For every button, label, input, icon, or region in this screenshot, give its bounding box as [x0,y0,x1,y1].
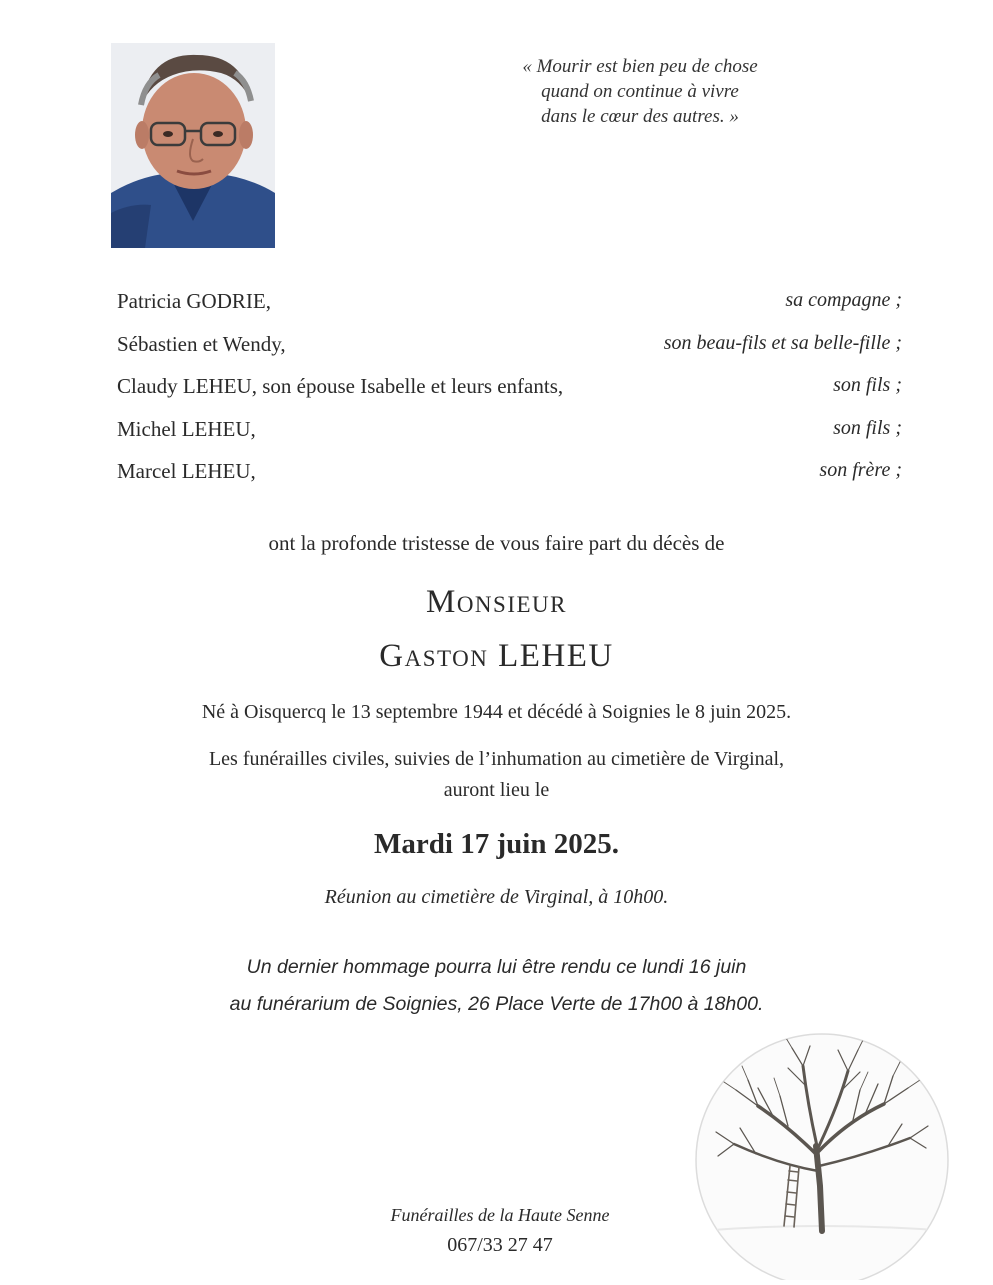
family-member-relation: son beau-fils et sa belle-fille ; [663,331,902,354]
quote [470,54,810,129]
family-member-relation: son fils ; [833,416,902,439]
family-member-name: Sébastien et Wendy, [117,331,286,356]
deceased-last-name: LEHEU [498,638,614,674]
family-member-name: Michel LEHEU, [117,416,256,441]
family-row [117,332,902,375]
family-member-name: Patricia GODRIE, [117,289,271,313]
family-row [117,417,902,460]
family-member-relation: son fils ; [833,374,902,396]
deceased-title: Monsieur [425,584,567,620]
quote-line: « Mourir est bien peu de chose [522,56,758,77]
family-member-relation: sa compagne ; [785,289,902,311]
funeral-home-phone: 067/33 27 47 [447,1234,553,1256]
tribute-info-line: au funérarium de Soignies, 26 Place Verte de 17h00 à 18h00. [229,993,764,1015]
funeral-home-name: Funérailles de la Haute Senne [390,1205,610,1225]
funeral-date: Mardi 17 juin 2025. [374,828,619,860]
birth-death-info: Né à Oisquercq le 13 septembre 1944 et décédé à Soignies le 8 juin 2025. [201,701,792,723]
family-member-name: Marcel LEHEU, [117,459,256,483]
family-row [117,459,902,502]
deceased-first-name: Gaston [379,638,489,674]
family-row [117,374,902,417]
tree-illustration [688,1026,952,1280]
family-row [117,289,902,332]
family-list [117,289,902,502]
family-member-relation: son frère ; [819,459,902,481]
quote-line: dans le cœur des autres. » [541,106,739,127]
meeting-info: Réunion au cimetière de Virginal, à 10h00. [324,886,669,908]
portrait-photo [111,43,275,248]
funeral-info-line: auront lieu le [443,779,550,801]
tribute-info-line: Un dernier hommage pourra lui être rendu ce lundi 16 juin [246,956,747,978]
funeral-info-line: Les funérailles civiles, suivies de l’inhumation au cimetière de Virginal, [208,748,785,770]
announcement-intro: ont la profonde tristesse de vous faire part du décès de [268,531,725,555]
family-member-name: Claudy LEHEU, son épouse Isabelle et leurs enfants, [117,374,564,398]
quote-line: quand on continue à vivre [541,81,739,102]
deceased-name [0,638,993,675]
